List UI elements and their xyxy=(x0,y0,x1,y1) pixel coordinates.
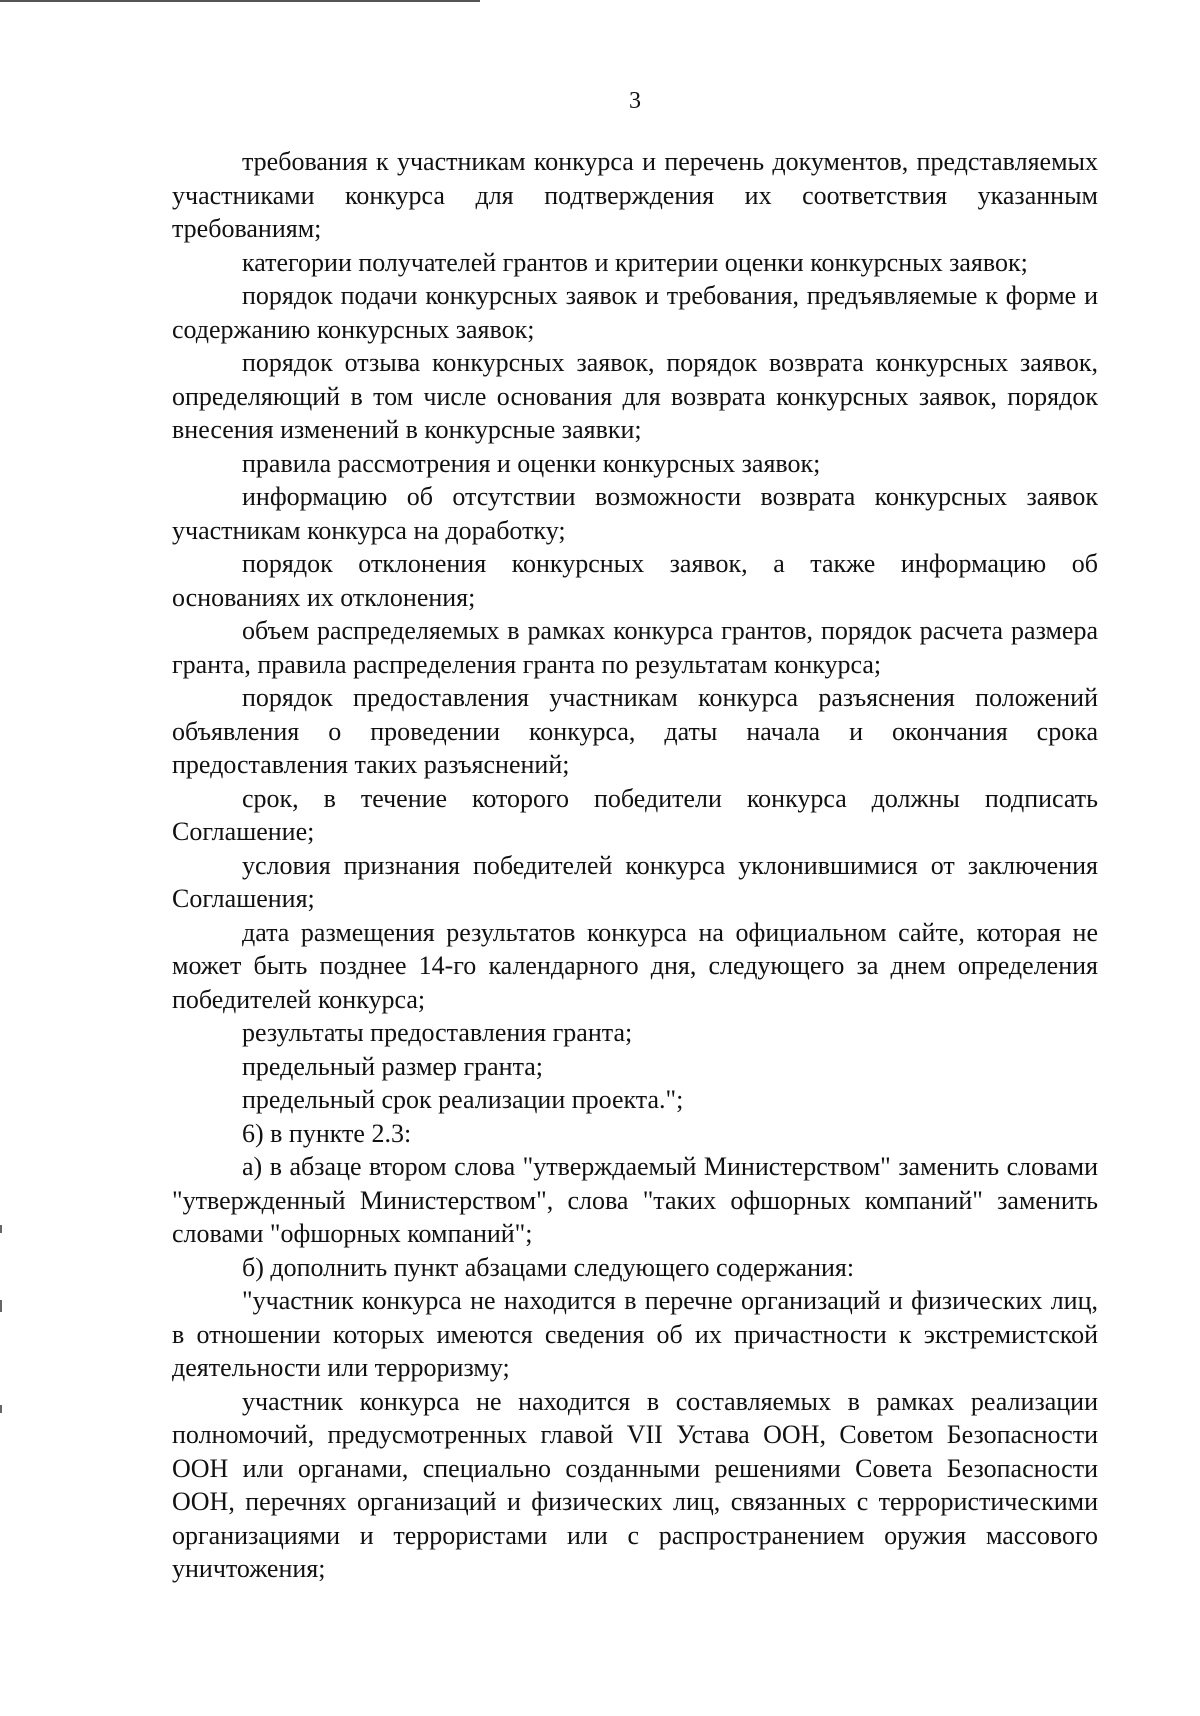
scan-edge-mark xyxy=(0,1405,2,1413)
scan-edge-line xyxy=(0,0,480,2)
paragraph: порядок подачи конкурсных заявок и требования, предъявляемые к форме и содержанию конкурсных заявок; xyxy=(172,281,1098,344)
scan-edge-mark xyxy=(0,1300,2,1312)
paragraph: "участник конкурса не находится в перечне организаций и физических лиц, в отношении которых имеются сведения об их причастности к экстремистской деятельности или терроризму; xyxy=(172,1286,1098,1382)
paragraph: порядок предоставления участникам конкурса разъяснения положений объявления о проведении конкурса, даты начала и окончания срока предоставления таких разъяснений; xyxy=(172,683,1098,779)
page-number: 3 xyxy=(629,88,641,114)
scan-edge-mark xyxy=(0,1225,2,1233)
paragraph: дата размещения результатов конкурса на официальном сайте, которая не может быть позднее 14-го календарного дня, следующего за днем определения победителей конкурса; xyxy=(172,917,1098,1014)
paragraph: условия признания победителей конкурса уклонившимися от заключения Соглашения; xyxy=(172,850,1098,913)
paragraph: срок, в течение которого победители конкурса должны подписать Соглашение; xyxy=(172,783,1098,846)
paragraph: предельный размер гранта; xyxy=(242,1051,544,1081)
paragraph: категории получателей грантов и критерии оценки конкурсных заявок; xyxy=(242,247,1028,277)
paragraph: 6) в пункте 2.3: xyxy=(242,1118,412,1148)
paragraph: результаты предоставления гранта; xyxy=(242,1018,633,1047)
paragraph: требования к участникам конкурса и перечень документов, представляемых участниками конкурса для подтверждения их соответствия указанным требованиям; xyxy=(172,147,1098,243)
paragraph: б) дополнить пункт абзацами следующего содержания: xyxy=(242,1252,855,1282)
paragraph: участник конкурса не находится в составляемых в рамках реализации полномочий, предусмотренных главой VII Устава ООН, Советом Безопасности ООН или органами, специально созданными решениями Совета Безопасности ООН, перечнях организаций и физических лиц, связанных с террористическими организациями и террористами или с распространением оружия массового уничтожения; xyxy=(172,1386,1098,1583)
document-body xyxy=(172,145,1098,1586)
paragraph: правила рассмотрения и оценки конкурсных заявок; xyxy=(242,448,821,478)
paragraph: информацию об отсутствии возможности возврата конкурсных заявок участникам конкурса на доработку; xyxy=(172,482,1098,545)
paragraph: предельный срок реализации проекта."; xyxy=(242,1085,684,1114)
paragraph: а) в абзаце втором слова "утверждаемый Министерством" заменить словами "утвержденный Министерством", слова "таких офшорных компаний" заменить словами "офшорных компаний"; xyxy=(172,1152,1098,1248)
paragraph: порядок отзыва конкурсных заявок, порядок возврата конкурсных заявок, определяющий в том числе основания для возврата конкурсных заявок, порядок внесения изменений в конкурсные заявки; xyxy=(172,348,1098,444)
paragraph: объем распределяемых в рамках конкурса грантов, порядок расчета размера гранта, правила распределения гранта по результатам конкурса; xyxy=(172,616,1098,679)
paragraph: порядок отклонения конкурсных заявок, а также информацию об основаниях их отклонения; xyxy=(172,549,1098,612)
